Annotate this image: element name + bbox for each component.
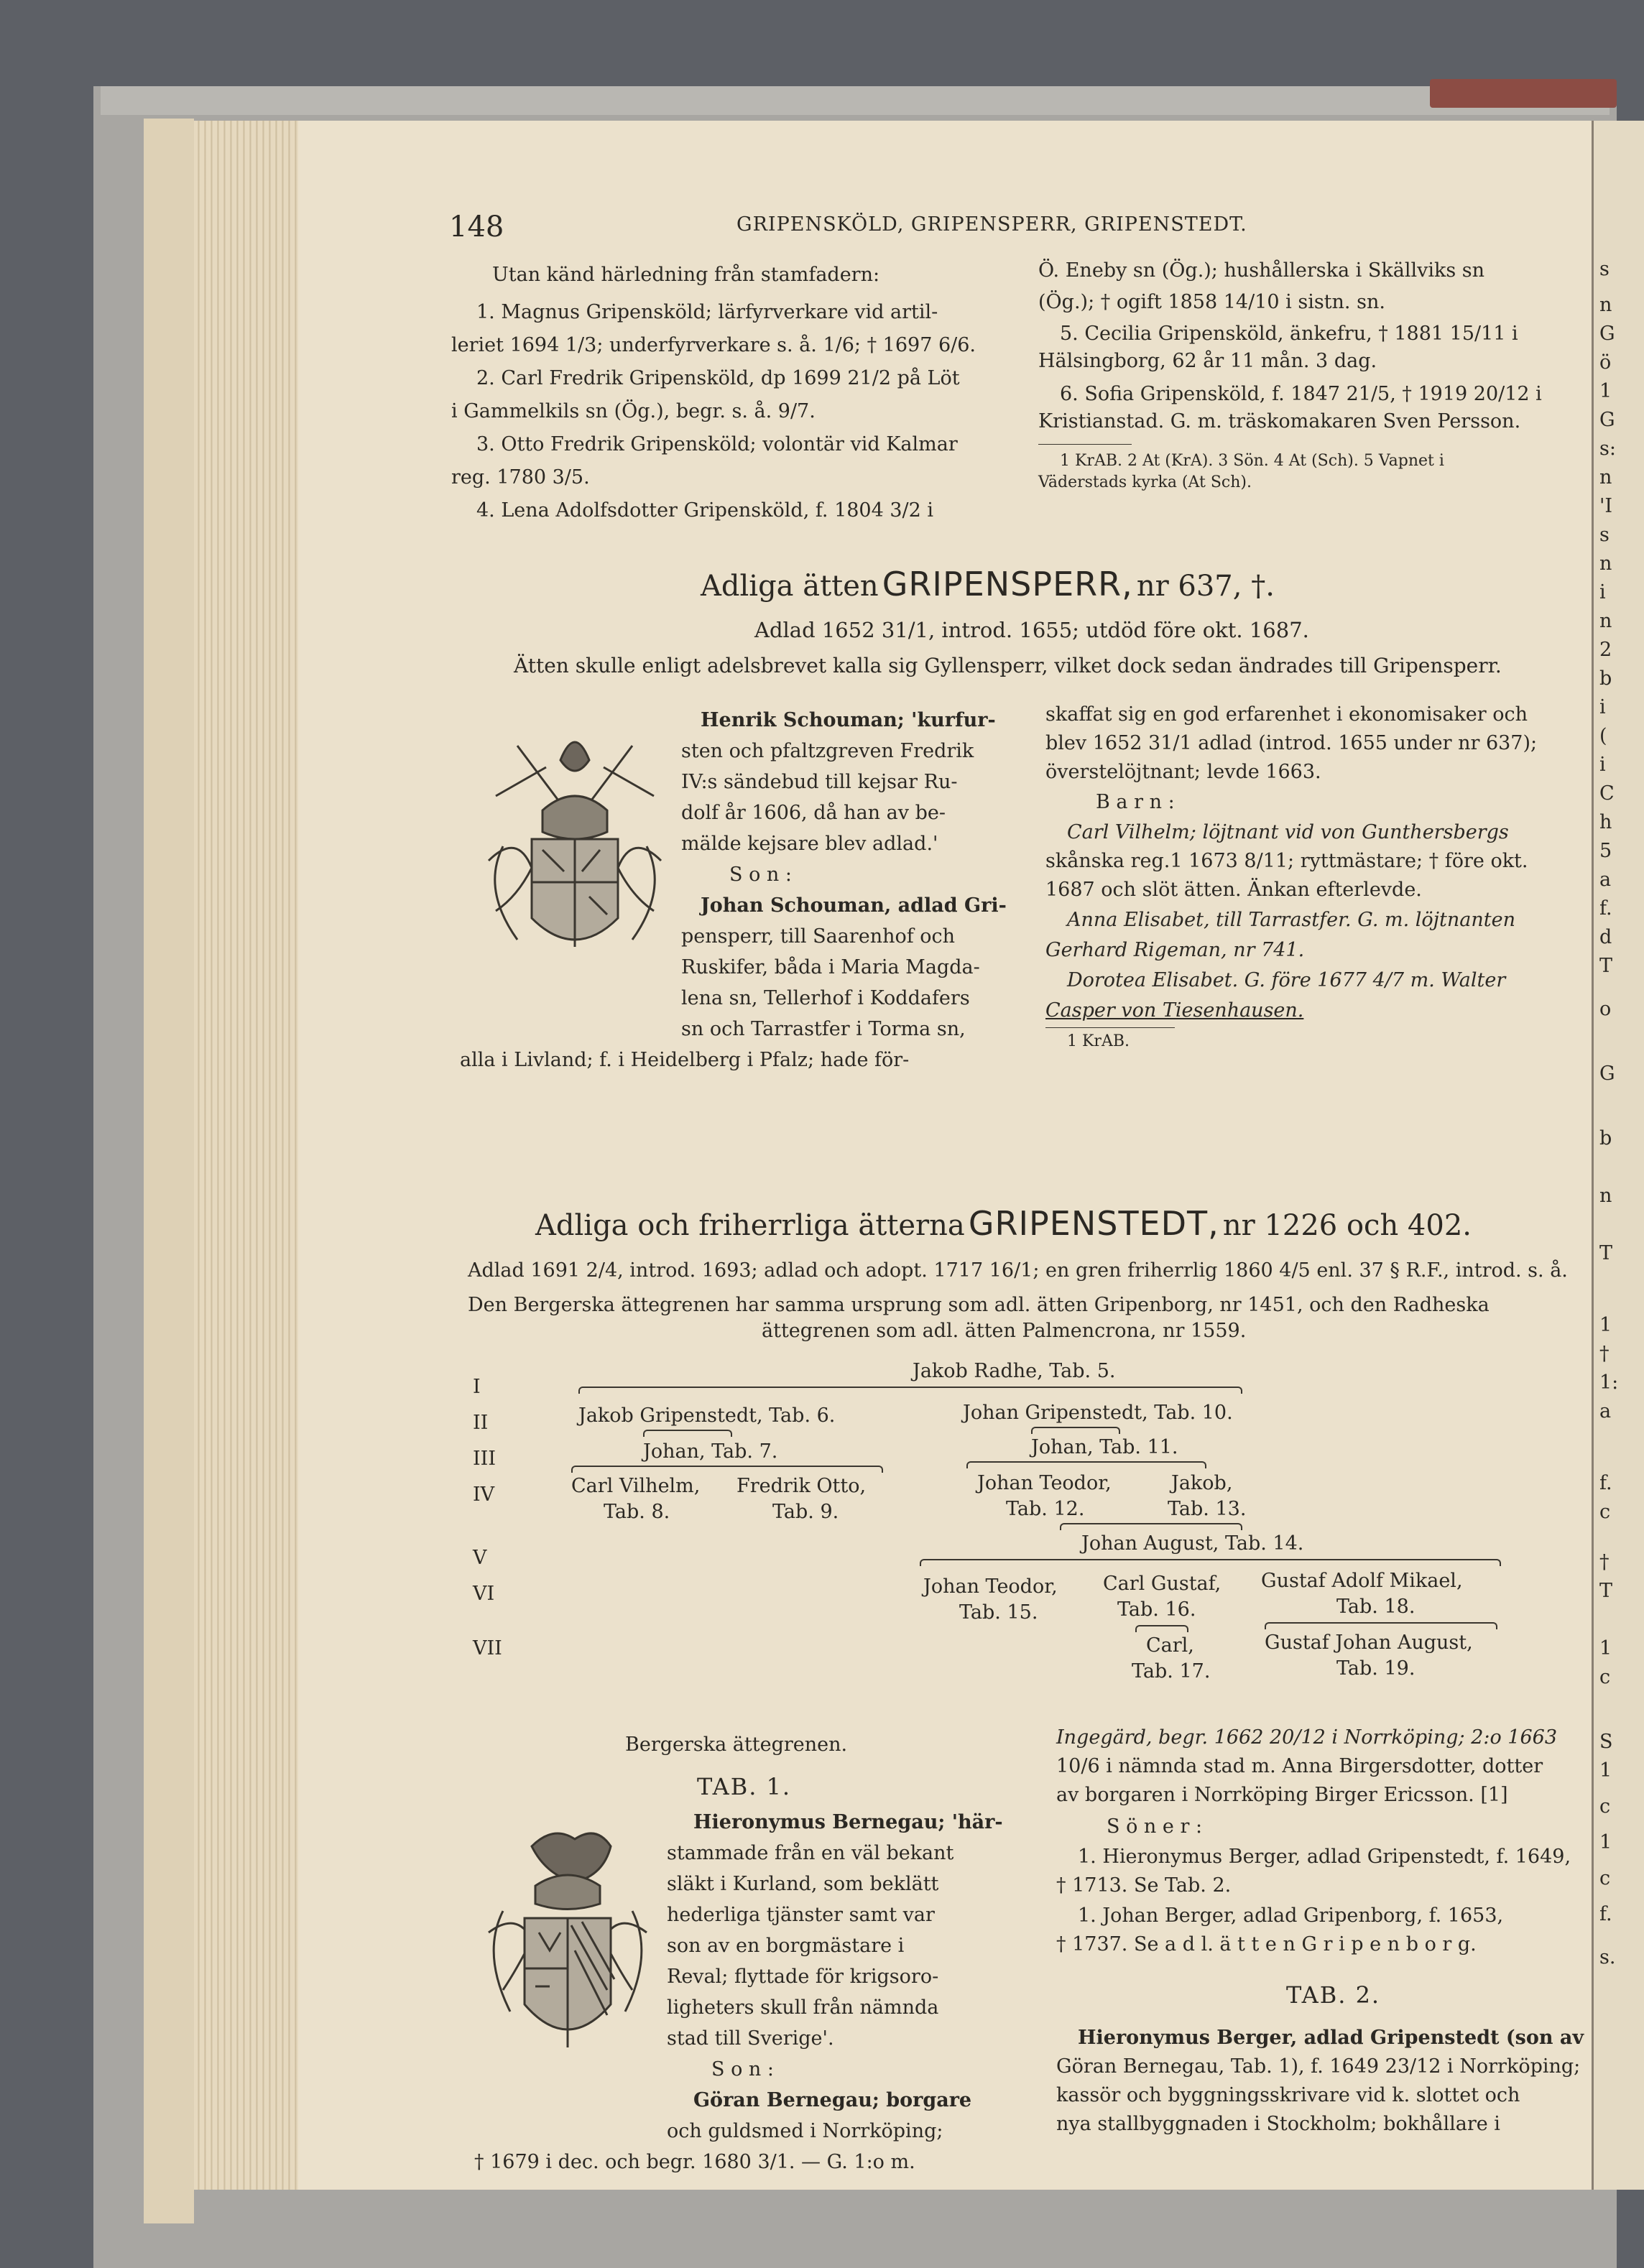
- text-line: nya stallbyggnaden i Stockholm; bokhållare i: [1056, 2113, 1500, 2135]
- tree-brace: [571, 1466, 883, 1473]
- text-line: dolf år 1606, då han av be-: [681, 802, 946, 824]
- right-page-fragment: i: [1599, 696, 1606, 718]
- text-line: Johan Schouman, adlad Gri-: [701, 894, 1007, 917]
- tree-node: Gustaf Adolf Mikael,: [1261, 1570, 1463, 1592]
- subsection-title: Bergerska ättegrenen.: [625, 1734, 848, 1756]
- text-line: Carl Vilhelm; löjtnant vid von Gunthersbergs: [1067, 821, 1509, 843]
- heading-pre: Adliga ätten: [701, 570, 879, 603]
- heading-post: nr 1226 och 402.: [1222, 1209, 1472, 1242]
- adlad-line: Adlad 1652 31/1, introd. 1655; utdöd före okt. 1687.: [754, 618, 1309, 642]
- right-page-fragment: c: [1599, 1867, 1611, 1889]
- text-line: ligheters skull från nämnda: [667, 1996, 939, 2019]
- tree-brace: [1031, 1427, 1120, 1434]
- tree-node: Tab. 13.: [1168, 1498, 1247, 1520]
- section-note: Ätten skulle enligt adelsbrevet kalla sig Gyllensperr, vilket dock sedan ändrades till Gripensperr.: [514, 654, 1502, 677]
- footnote: 1 KrAB.: [1067, 1032, 1130, 1050]
- right-page-fragment: f.: [1599, 1472, 1612, 1494]
- text-line: S o n :: [711, 2058, 774, 2080]
- tree-node: Tab. 15.: [959, 1601, 1038, 1624]
- right-page-fragment: n: [1599, 466, 1612, 489]
- text-line: † 1713. Se Tab. 2.: [1056, 1874, 1232, 1897]
- text-line: Henrik Schouman; 'kurfur-: [701, 709, 996, 731]
- tree-node: Tab. 8.: [604, 1501, 670, 1523]
- text-line: kassör och byggningsskrivare vid k. slottet och: [1056, 2084, 1520, 2106]
- right-page-fragment: 1: [1599, 1314, 1612, 1336]
- footnote-rule: [1038, 444, 1132, 445]
- right-page-fragment: G: [1599, 323, 1615, 345]
- right-page-fragment: c: [1599, 1795, 1611, 1818]
- generation-numeral: VI: [473, 1583, 495, 1605]
- text-line: leriet 1694 1/3; underfyrverkare s. å. 1/6; † 1697 6/6.: [451, 334, 976, 356]
- text-line: Göran Bernegau; borgare: [693, 2089, 972, 2111]
- right-page-fragment: f.: [1599, 1903, 1612, 1925]
- right-page-fragment: a: [1599, 1400, 1612, 1422]
- right-page-fragment: †: [1599, 1551, 1610, 1573]
- right-page-fragment: T: [1599, 955, 1613, 977]
- right-page-fragment: s:: [1599, 438, 1616, 460]
- text-line: Anna Elisabet, till Tarrastfer. G. m. löjtnanten: [1067, 909, 1515, 931]
- coat-of-arms-gripenstedt: [481, 1818, 654, 2076]
- text-line: 3. Otto Fredrik Gripensköld; volontär vid Kalmar: [476, 433, 958, 455]
- right-page-fragment: †: [1599, 1343, 1610, 1365]
- right-page-fragment: 1: [1599, 1759, 1612, 1782]
- text-line: i Gammelkils sn (Ög.), begr. s. å. 9/7.: [451, 400, 816, 422]
- text-line: son av en borgmästare i: [667, 1935, 905, 1957]
- tree-brace: [1135, 1625, 1188, 1632]
- footnote: Väderstads kyrka (At Sch).: [1038, 473, 1252, 491]
- text-line: 2. Carl Fredrik Gripensköld, dp 1699 21/2 på Löt: [476, 367, 960, 389]
- generation-numeral: V: [473, 1547, 487, 1569]
- right-page-fragment: h: [1599, 811, 1612, 833]
- text-line: Göran Bernegau, Tab. 1), f. 1649 23/12 i Norrköping;: [1056, 2055, 1581, 2078]
- right-page-fragment: s: [1599, 258, 1610, 280]
- right-page-fragment: (: [1599, 725, 1607, 747]
- right-page-fragment: T: [1599, 1580, 1613, 1602]
- text-line: Ö. Eneby sn (Ög.); hushållerska i Skällviks sn: [1038, 259, 1485, 282]
- text-line: alla i Livland; f. i Heidelberg i Pfalz; hade för-: [460, 1049, 910, 1071]
- text-line: Hieronymus Bernegau; 'här-: [693, 1811, 1003, 1833]
- text-line: reg. 1780 3/5.: [451, 466, 590, 489]
- tree-brace: [920, 1559, 1501, 1566]
- text-line: 4. Lena Adolfsdotter Gripensköld, f. 1804 3/2 i: [476, 499, 934, 522]
- text-line: Reval; flyttade för krigsoro-: [667, 1966, 939, 1988]
- right-page-text-fragments: [1597, 121, 1640, 2190]
- tree-node: Gustaf Johan August,: [1265, 1631, 1473, 1654]
- footnote: 1 KrAB. 2 At (KrA). 3 Sön. 4 At (Sch). 5 Vapnet i: [1060, 452, 1444, 470]
- right-page-fragment: n: [1599, 1185, 1612, 1207]
- text-line: IV:s sändebud till kejsar Ru-: [681, 771, 958, 793]
- running-title: GRIPENSKÖLD, GRIPENSPERR, GRIPENSTEDT.: [736, 213, 1247, 236]
- text-line: (Ög.); † ogift 1858 14/10 i sistn. sn.: [1038, 291, 1385, 313]
- right-page-fragment: ö: [1599, 351, 1612, 374]
- tree-node: Tab. 18.: [1336, 1596, 1416, 1618]
- text-line: hederliga tjänster samt var: [667, 1904, 935, 1926]
- text-line: Kristianstad. G. m. träskomakaren Sven Persson.: [1038, 410, 1521, 432]
- text-line: Gerhard Rigeman, nr 741.: [1045, 939, 1305, 961]
- right-page-fragment: S: [1599, 1731, 1613, 1753]
- tree-node: Carl Vilhelm,: [571, 1475, 701, 1497]
- tree-node: Johan, Tab. 11.: [1031, 1436, 1178, 1458]
- text-line: sn och Tarrastfer i Torma sn,: [681, 1018, 966, 1040]
- heading-name: GRIPENSTEDT,: [968, 1204, 1219, 1243]
- right-page-fragment: C: [1599, 782, 1615, 805]
- text-line: † 1679 i dec. och begr. 1680 3/1. — G. 1:o m.: [474, 2151, 915, 2173]
- tree-node: Johan Teodor,: [977, 1472, 1112, 1494]
- right-page-fragment: c: [1599, 1666, 1611, 1688]
- right-page-fragment: i: [1599, 754, 1606, 776]
- text-line: † 1737. Se a d l. ä t t e n G r i p e n b o r g.: [1056, 1933, 1477, 1955]
- right-page-fragment: d: [1599, 926, 1612, 948]
- right-page-fragment: b: [1599, 1127, 1612, 1149]
- text-line: mälde kejsare blev adlad.': [681, 833, 938, 855]
- text-line: Hälsingborg, 62 år 11 mån. 3 dag.: [1038, 350, 1377, 372]
- text-line: 1. Johan Berger, adlad Gripenborg, f. 1653,: [1078, 1904, 1504, 1927]
- right-page-fragment: a: [1599, 869, 1612, 891]
- text-line: överstelöjtnant; levde 1663.: [1045, 761, 1321, 783]
- right-page-fragment: 5: [1599, 840, 1612, 862]
- coat-of-arms-gripensperr: [474, 717, 675, 976]
- right-page-fragment: 1:: [1599, 1371, 1619, 1394]
- right-page-fragment: G: [1599, 1063, 1615, 1085]
- generation-numeral: II: [473, 1412, 489, 1434]
- heading-name: GRIPENSPERR,: [882, 565, 1133, 603]
- generation-numeral: IV: [473, 1484, 495, 1506]
- text-line: 1. Magnus Gripensköld; lärfyrverkare vid artil-: [476, 301, 938, 323]
- text-line: S ö n e r :: [1107, 1815, 1203, 1838]
- footnote-rule: [1045, 1027, 1175, 1028]
- tree-brace: [1265, 1622, 1497, 1629]
- right-page-fragment: 'I: [1599, 495, 1613, 517]
- book-cover-top: [101, 86, 1610, 115]
- tree-node: Jakob Gripenstedt, Tab. 6.: [578, 1404, 836, 1427]
- text-line: 1687 och slöt ätten. Änkan efterlevde.: [1045, 879, 1422, 901]
- text-line: stammade från en väl bekant: [667, 1842, 954, 1864]
- right-page-fragment: 2: [1599, 639, 1612, 661]
- tree-node: Johan, Tab. 7.: [643, 1440, 778, 1463]
- text-line: Dorotea Elisabet. G. före 1677 4/7 m. Walter: [1067, 969, 1506, 991]
- tree-node: Carl Gustaf,: [1103, 1573, 1222, 1595]
- right-page-fragment: f.: [1599, 897, 1612, 920]
- text-line: 5. Cecilia Gripensköld, änkefru, † 1881 15/11 i: [1060, 323, 1518, 345]
- book-spine-strip: [144, 119, 194, 2223]
- bookmark-tab: [1430, 79, 1617, 108]
- text-line: Casper von Tiesenhausen.: [1045, 999, 1304, 1022]
- right-page-fragment: b: [1599, 667, 1612, 690]
- right-page-fragment: i: [1599, 581, 1606, 603]
- right-page-fragment: n: [1599, 610, 1612, 632]
- generation-numeral: III: [473, 1448, 496, 1470]
- tree-node: Tab. 12.: [1006, 1498, 1085, 1520]
- tree-node: Fredrik Otto,: [736, 1475, 867, 1497]
- heading-post: nr 637, †.: [1136, 570, 1275, 603]
- text-line: pensperr, till Saarenhof och: [681, 925, 956, 948]
- right-page-fragment: 1: [1599, 1831, 1612, 1853]
- tree-node: Johan August, Tab. 14.: [1081, 1532, 1304, 1555]
- section-heading-gripensperr: [701, 565, 1275, 603]
- tree-node: Jakob,: [1171, 1472, 1233, 1494]
- text-line: blev 1652 31/1 adlad (introd. 1655 under nr 637);: [1045, 732, 1538, 754]
- right-page-fragment: n: [1599, 552, 1612, 575]
- text-line: Hieronymus Berger, adlad Gripenstedt (son av: [1078, 2027, 1584, 2049]
- right-page-fragment: 1: [1599, 380, 1612, 402]
- intro-line: Utan känd härledning från stamfadern:: [492, 264, 880, 286]
- right-page-fragment: s.: [1599, 1946, 1616, 1968]
- text-line: av borgaren i Norrköping Birger Ericsson. [1]: [1056, 1784, 1508, 1806]
- tree-node: Tab. 19.: [1336, 1657, 1416, 1680]
- text-line: stad till Sverige'.: [667, 2027, 834, 2050]
- tree-node: Tab. 17.: [1132, 1660, 1211, 1683]
- right-page-fragment: T: [1599, 1242, 1613, 1264]
- page-number: 148: [449, 210, 504, 244]
- generation-numeral: VII: [473, 1637, 502, 1660]
- text-line: 1. Hieronymus Berger, adlad Gripenstedt, f. 1649,: [1078, 1846, 1571, 1868]
- tree-node: Jakob Radhe, Tab. 5.: [913, 1360, 1116, 1382]
- generation-numeral: I: [473, 1376, 481, 1398]
- text-line: S o n :: [729, 864, 792, 886]
- text-line: 10/6 i nämnda stad m. Anna Birgersdotter, dotter: [1056, 1755, 1543, 1777]
- heading-pre: Adliga och friherrliga ätterna: [535, 1209, 965, 1242]
- right-page-fragment: s: [1599, 524, 1610, 546]
- text-line: skånska reg.1 1673 8/11; ryttmästare; † före okt.: [1045, 850, 1528, 872]
- section-heading-gripenstedt: [535, 1204, 1472, 1243]
- right-page-fragment: c: [1599, 1501, 1611, 1523]
- tree-brace: [1060, 1523, 1242, 1530]
- right-page-fragment: 1: [1599, 1637, 1612, 1660]
- tree-node: Tab. 16.: [1117, 1598, 1196, 1621]
- section-note: ättegrenen som adl. ätten Palmencrona, nr 1559.: [762, 1320, 1247, 1342]
- tree-brace: [966, 1461, 1206, 1468]
- page: [298, 121, 1592, 2190]
- tree-node: Carl,: [1146, 1634, 1194, 1657]
- tree-node: Johan Gripenstedt, Tab. 10.: [963, 1402, 1233, 1424]
- section-note: Den Bergerska ättegrenen har samma ursprung som adl. ätten Gripenborg, nr 1451, och den Radheska: [468, 1294, 1490, 1316]
- tree-node: Tab. 9.: [772, 1501, 839, 1523]
- text-line: Ruskifer, båda i Maria Magda-: [681, 956, 980, 978]
- tab-heading: TAB. 2.: [1286, 1981, 1381, 2009]
- right-page-fragment: o: [1599, 998, 1612, 1020]
- right-page-fragment: n: [1599, 294, 1612, 316]
- text-line: skaffat sig en god erfarenhet i ekonomisaker och: [1045, 703, 1528, 726]
- text-line: sten och pfaltzgreven Fredrik: [681, 740, 974, 762]
- adlad-line: Adlad 1691 2/4, introd. 1693; adlad och adopt. 1717 16/1; en gren friherrlig 1860 4/5 enl. 37 § R.F., introd. s. å.: [468, 1259, 1568, 1282]
- tab-heading: TAB. 1.: [697, 1773, 792, 1800]
- text-line: lena sn, Tellerhof i Koddafers: [681, 987, 970, 1009]
- page-edges: [194, 121, 302, 2190]
- text-line: 6. Sofia Gripensköld, f. 1847 21/5, † 1919 20/12 i: [1060, 383, 1542, 405]
- tree-node: Johan Teodor,: [923, 1575, 1058, 1598]
- right-page-fragment: G: [1599, 409, 1615, 431]
- text-line: släkt i Kurland, som beklätt: [667, 1873, 939, 1895]
- tree-brace: [643, 1430, 732, 1437]
- text-line: och guldsmed i Norrköping;: [667, 2120, 943, 2142]
- tree-brace: [578, 1387, 1242, 1394]
- text-line: Ingegärd, begr. 1662 20/12 i Norrköping; 2:o 1663: [1056, 1726, 1558, 1749]
- text-line: B a r n :: [1096, 791, 1175, 813]
